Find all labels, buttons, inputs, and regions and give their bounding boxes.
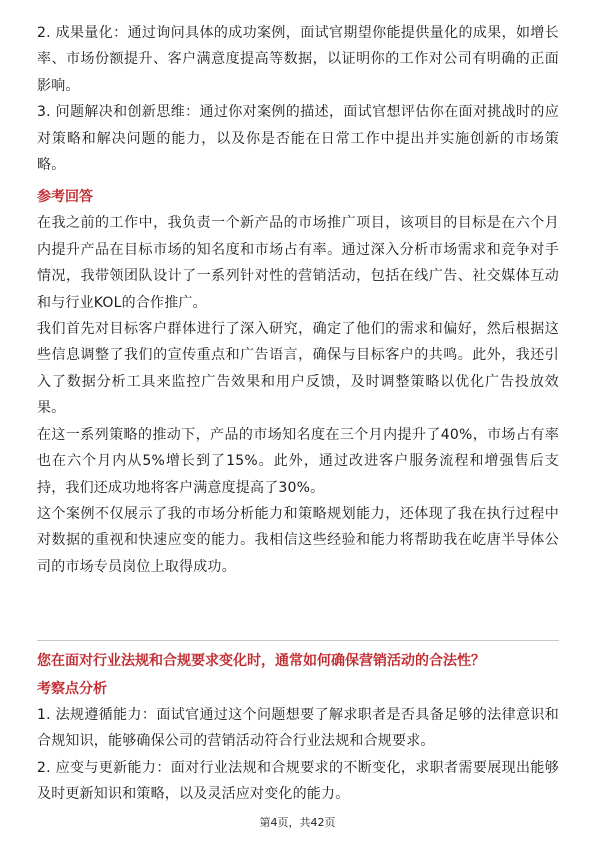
analysis-heading: 考察点分析 [37, 681, 107, 697]
assessment-point-2: 2. 成果量化：通过询问具体的成功案例，面试官期望你能提供量化的成果，如增长率、市场份额提升、客户满意度提高等数据，以证明你的工作对公司有明确的正面影响。 [37, 25, 559, 94]
reference-answer-heading: 参考回答 [37, 189, 93, 206]
assessment-point-3: 3. 问题解决和创新思维：通过你对案例的描述，面试官想评估你在面对挑战时的应对策略和解决问题的能力，以及你是否能在日常工作中提出并实施创新的市场策略。 [37, 104, 559, 174]
answer-paragraph-4: 这个案例不仅展示了我的市场分析能力和策略规划能力，还体现了我在执行过程中对数据的重视和快速应变的能力。我相信这些经验和能力将帮助我在屹唐半导体公司的市场专员岗位上取得成功。 [37, 505, 559, 575]
answer-paragraph-3: 在这一系列策略的推动下，产品的市场知名度在三个月内提升了40%，市场占有率也在六个月内从5%增长到了15%。此外，通过改进客户服务流程和增强售后支持，我们还成功地将客户满意度提高了30%。 [37, 426, 559, 496]
analysis-point-1: 1. 法规遵循能力：面试官通过这个问题想要了解求职者是否具备足够的法律意识和合规知识，能够确保公司的营销活动符合行业法规和合规要求。 [37, 707, 559, 750]
next-question-section [37, 648, 559, 808]
answer-paragraph-1: 在我之前的工作中，我负责一个新产品的市场推广项目，该项目的目标是在六个月内提升产品在目标市场的知名度和市场占有率。通过深入分析市场需求和竞争对手情况，我带领团队设计了一系列针对性的营销活动，包括在线广告、社交媒体互动和与行业KOL的合作推广。 [37, 215, 559, 311]
analysis-point-2: 2. 应变与更新能力：面对行业法规和合规要求的不断变化，求职者需要展现出能够及时更新知识和策略，以及灵活应对变化的能力。 [37, 759, 559, 803]
section-divider [37, 640, 559, 641]
interview-question: 您在面对行业法规和合规要求变化时，通常如何确保营销活动的合法性？ [37, 653, 485, 669]
page-content [37, 20, 559, 580]
answer-paragraph-2: 我们首先对目标客户群体进行了深入研究，确定了他们的需求和偏好，然后根据这些信息调整了我们的宣传重点和广告语言，确保与目标客户的共鸣。此外，我还引入了数据分析工具来监控广告效果和用户反馈，及时调整策略以优化广告投放效果。 [37, 321, 559, 417]
page-number: 第4页，共42页 [259, 816, 336, 829]
